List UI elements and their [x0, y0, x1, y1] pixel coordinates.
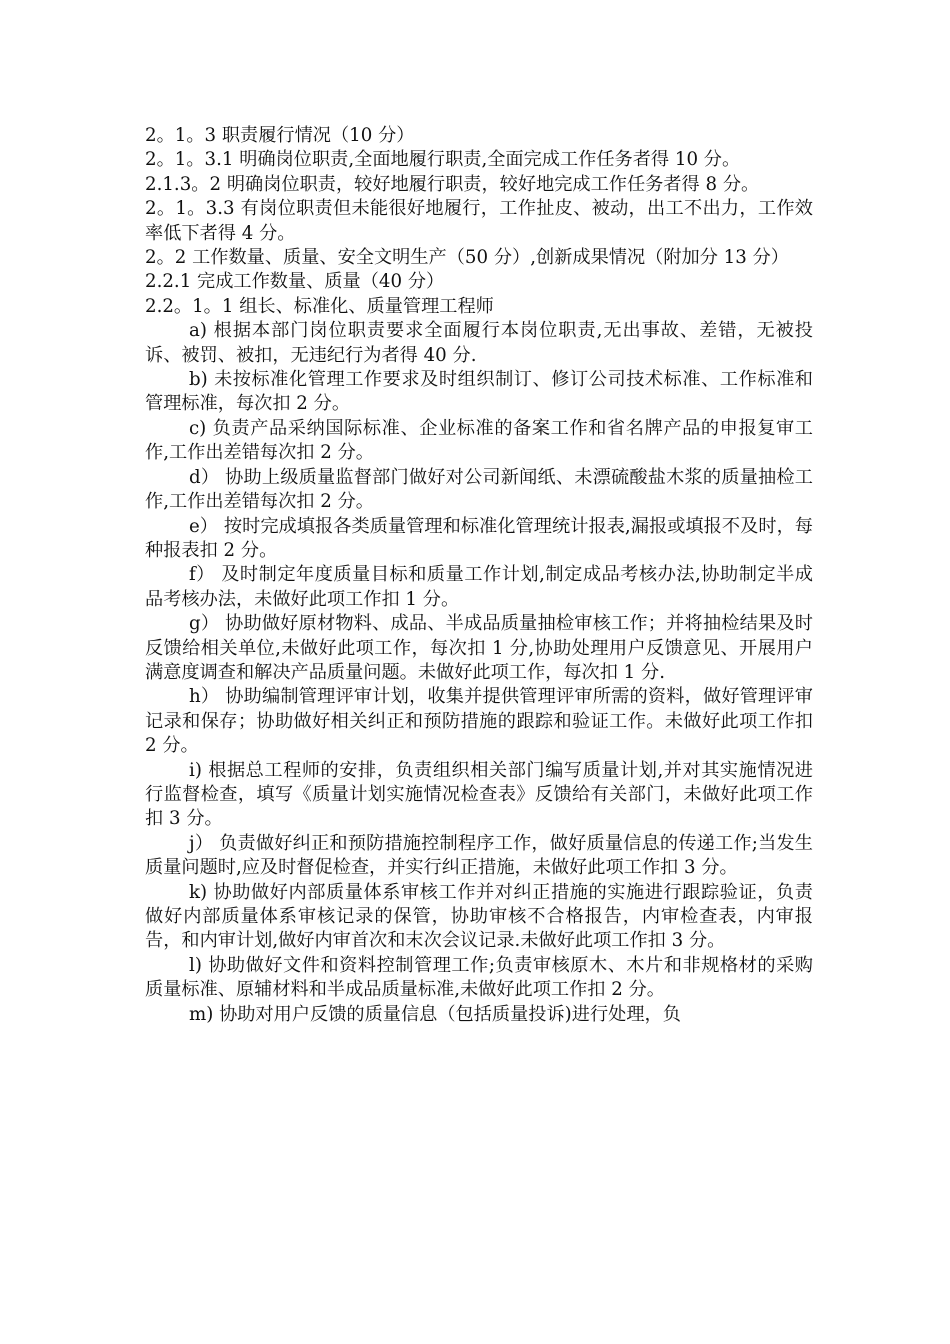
heading-2-2-1-1: 2.2。1。1 组长、标准化、质量管理工程师 — [145, 295, 494, 317]
heading-2-2-1: 2.2.1 完成工作数量、质量（40 分） — [145, 271, 445, 293]
item-d: d） 协助上级质量监督部门做好对公司新闻纸、未漂硫酸盐木浆的质量抽检工作,工作出差错每次扣 2 分。 — [145, 466, 813, 513]
document-page — [145, 124, 813, 1027]
item-c: c) 负责产品采纳国际标准、企业标准的备案工作和省名牌产品的申报复审工作,工作出差错每次扣 2 分。 — [145, 417, 813, 464]
clause-2-1-3-3: 2。1。3.3 有岗位职责但未能很好地履行，工作扯皮、被动，出工不出力，工作效率低下者得 4 分。 — [145, 198, 813, 244]
item-e: e） 按时完成填报各类质量管理和标准化管理统计报表,漏报或填报不及时，每种报表扣 2 分。 — [145, 515, 813, 561]
item-k: k) 协助做好内部质量体系审核工作并对纠正措施的实施进行跟踪验证，负责做好内部质量体系审核记录的保管，协助审核不合格报告，内审检查表，内审报告，和内审计划,做好内审首次和末次会议记录.未做好此项工作扣 3 分。 — [145, 881, 813, 952]
item-i: i) 根据总工程师的安排，负责组织相关部门编写质量计划,并对其实施情况进行监督检查，填写《质量计划实施情况检查表》反馈给有关部门，未做好此项工作扣 3 分。 — [145, 759, 813, 830]
item-m: m) 协助对用户反馈的质量信息（包括质量投诉)进行处理，负 — [189, 1003, 681, 1025]
clause-2-1-3-1: 2。1。3.1 明确岗位职责,全面地履行职责,全面完成工作任务者得 10 分。 — [145, 149, 741, 171]
item-l: l) 协助做好文件和资料控制管理工作;负责审核原木、木片和非规格材的采购质量标准、原辅材料和半成品质量标准,未做好此项工作扣 2 分。 — [145, 954, 813, 1001]
item-j: j） 负责做好纠正和预防措施控制程序工作，做好质量信息的传递工作;当发生质量问题时,应及时督促检查，并实行纠正措施，未做好此项工作扣 3 分。 — [145, 832, 813, 879]
heading-2-1-3: 2。1。3 职责履行情况（10 分） — [145, 125, 415, 146]
item-f: f） 及时制定年度质量目标和质量工作计划,制定成品考核办法,协助制定半成品考核办法，未做好此项工作扣 1 分。 — [145, 564, 813, 610]
item-g: g） 协助做好原材物料、成品、半成品质量抽检审核工作；并将抽检结果及时反馈给相关单位,未做好此项工作，每次扣 1 分,协助处理用户反馈意见、开展用户满意度调查和解决产品质量问题。未做好此项工作，每次扣 1 分. — [145, 613, 813, 683]
item-a: a) 根据本部门岗位职责要求全面履行本岗位职责,无出事故、差错，无被投诉、被罚、被扣，无违纪行为者得 40 分. — [145, 320, 813, 366]
item-b: b) 未按标准化管理工作要求及时组织制订、修订公司技术标准、工作标准和管理标准，每次扣 2 分。 — [145, 369, 813, 415]
item-h: h） 协助编制管理评审计划，收集并提供管理评审所需的资料，做好管理评审记录和保存；协助做好相关纠正和预防措施的跟踪和验证工作。未做好此项工作扣 2 分。 — [145, 686, 813, 757]
heading-2-2: 2。2 工作数量、质量、安全文明生产（50 分）,创新成果情况（附加分 13 分） — [145, 247, 789, 269]
clause-2-1-3-2: 2.1.3。2 明确岗位职责，较好地履行职责，较好地完成工作任务者得 8 分。 — [145, 173, 760, 195]
